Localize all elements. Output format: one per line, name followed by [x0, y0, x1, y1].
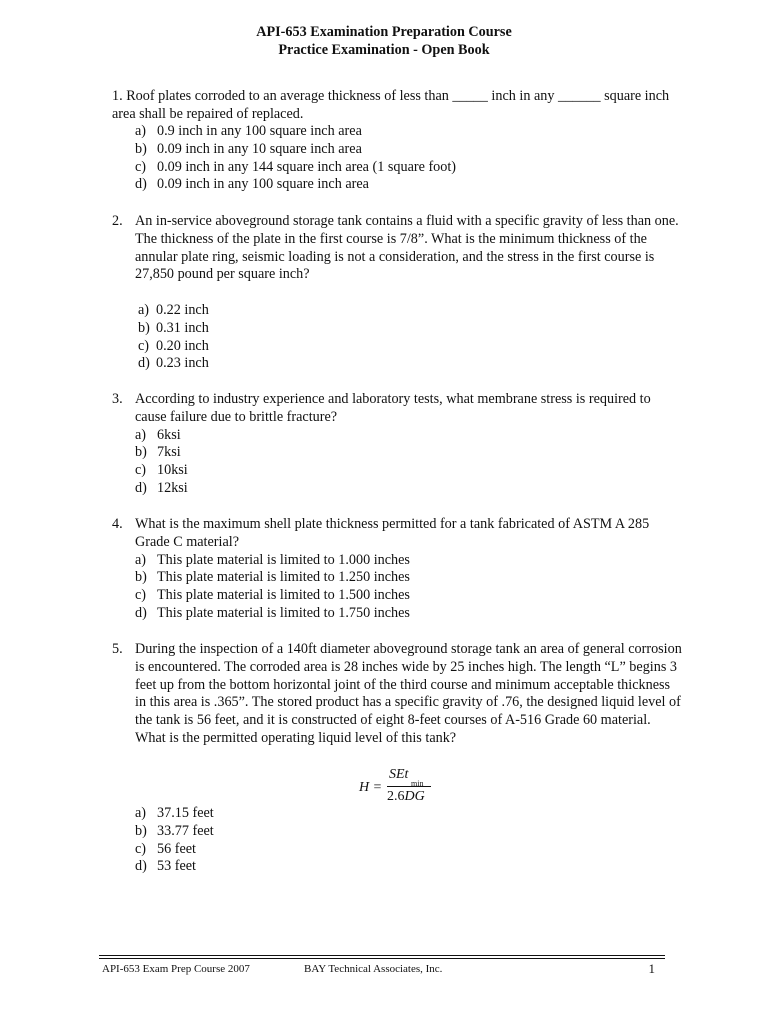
- question-5-number: 5.: [112, 641, 123, 657]
- question-3-option-b: b) 7ksi: [135, 444, 181, 461]
- formula-subscript: min: [411, 779, 424, 788]
- question-1-number: 1.: [112, 88, 123, 104]
- formula-numerator: SEt: [389, 767, 409, 782]
- question-4-option-c: c) This plate material is limited to 1.500 inches: [135, 587, 410, 604]
- question-5-options: [112, 805, 684, 876]
- question-5-text: During the inspection of a 140ft diameter aboveground storage tank an area of general corrosion is encountered. The corroded area is 28 inches wide by 25 inches high. The length “L” begins 3 feet up from the bottom horizontal joint of the third course and minimum acceptable thickness in this area is .365”. The stored product has a specific gravity of .76, the designed liquid level of the tank is 56 feet, and it is constructed of eight 8-feet courses of A-516 Grade 60 material. What is the permitted operating liquid level of this tank?: [135, 641, 682, 746]
- question-3-option-c: c) 10ksi: [135, 462, 188, 479]
- footer-rule-top: [99, 955, 665, 956]
- question-4-text: What is the maximum shell plate thickness permitted for a tank fabricated of ASTM A 285 Grade C material?: [135, 516, 650, 550]
- question-1-option-a: a) 0.9 inch in any 100 square inch area: [135, 123, 362, 139]
- question-1-text: Roof plates corroded to an average thickness of less than _____ inch in any ______ square inch area shall be repaired of replaced.: [112, 88, 670, 122]
- question-1-option-d: d) 0.09 inch in any 100 square inch area: [135, 176, 369, 193]
- question-1-option-c: c) 0.09 inch in any 144 square inch area (1 square foot): [135, 158, 457, 175]
- footer-company: BAY Technical Associates, Inc.: [304, 963, 443, 975]
- question-5-option-b: b) 33.77 feet: [135, 822, 214, 839]
- page-number: 1: [648, 961, 655, 976]
- question-2-option-c: c) 0.20 inch: [138, 337, 209, 354]
- question-4-number: 4.: [112, 516, 123, 532]
- document-subtitle: Practice Examination - Open Book: [278, 41, 490, 58]
- question-2-options: [112, 302, 684, 373]
- question-1-options: [112, 123, 684, 194]
- question-2: [112, 213, 684, 284]
- question-4-option-d: d) This plate material is limited to 1.750 inches: [135, 604, 410, 621]
- question-4-option-a: a) This plate material is limited to 1.000 inches: [135, 551, 410, 568]
- footer-course: API-653 Exam Prep Course 2007: [102, 963, 250, 975]
- page-header: [0, 24, 768, 59]
- question-2-text: An in-service aboveground storage tank contains a fluid with a specific gravity of less than one. The thickness of the plate in the first course is 7/8”. What is the minimum thickness of the annular plate ring, seismic loading is not a consideration, and the stress in the first course is 27,850 pound per square inch?: [135, 213, 679, 283]
- question-4: [112, 516, 684, 623]
- question-5-option-c: c) 56 feet: [135, 840, 196, 857]
- document-title: API-653 Examination Preparation Course: [256, 24, 512, 40]
- question-3: [112, 391, 684, 498]
- formula-denominator: 2.6DG: [387, 789, 425, 804]
- question-2-option-a: a) 0.22 inch: [138, 302, 209, 318]
- question-3-number: 3.: [112, 391, 123, 407]
- question-5: [112, 641, 684, 748]
- question-3-option-a: a) 6ksi: [135, 426, 181, 443]
- question-3-text: According to industry experience and laboratory tests, what membrane stress is required to cause failure due to brittle fracture?: [135, 391, 651, 425]
- question-1-option-b: b) 0.09 inch in any 10 square inch area: [135, 140, 362, 157]
- question-2-number: 2.: [112, 213, 123, 229]
- question-1-body: [112, 88, 684, 124]
- formula-fraction-bar: [387, 786, 431, 787]
- question-3-option-d: d) 12ksi: [135, 479, 188, 496]
- liquid-level-formula: [355, 766, 455, 806]
- question-5-option-a: a) 37.15 feet: [135, 805, 214, 821]
- question-2-option-d: d) 0.23 inch: [138, 355, 209, 372]
- question-1: [112, 88, 684, 124]
- question-4-option-b: b) This plate material is limited to 1.250 inches: [135, 569, 410, 586]
- footer-rule-bottom: [99, 958, 665, 959]
- formula-lhs: H =: [359, 780, 383, 795]
- question-2-option-b: b) 0.31 inch: [138, 319, 209, 336]
- question-5-option-d: d) 53 feet: [135, 858, 196, 875]
